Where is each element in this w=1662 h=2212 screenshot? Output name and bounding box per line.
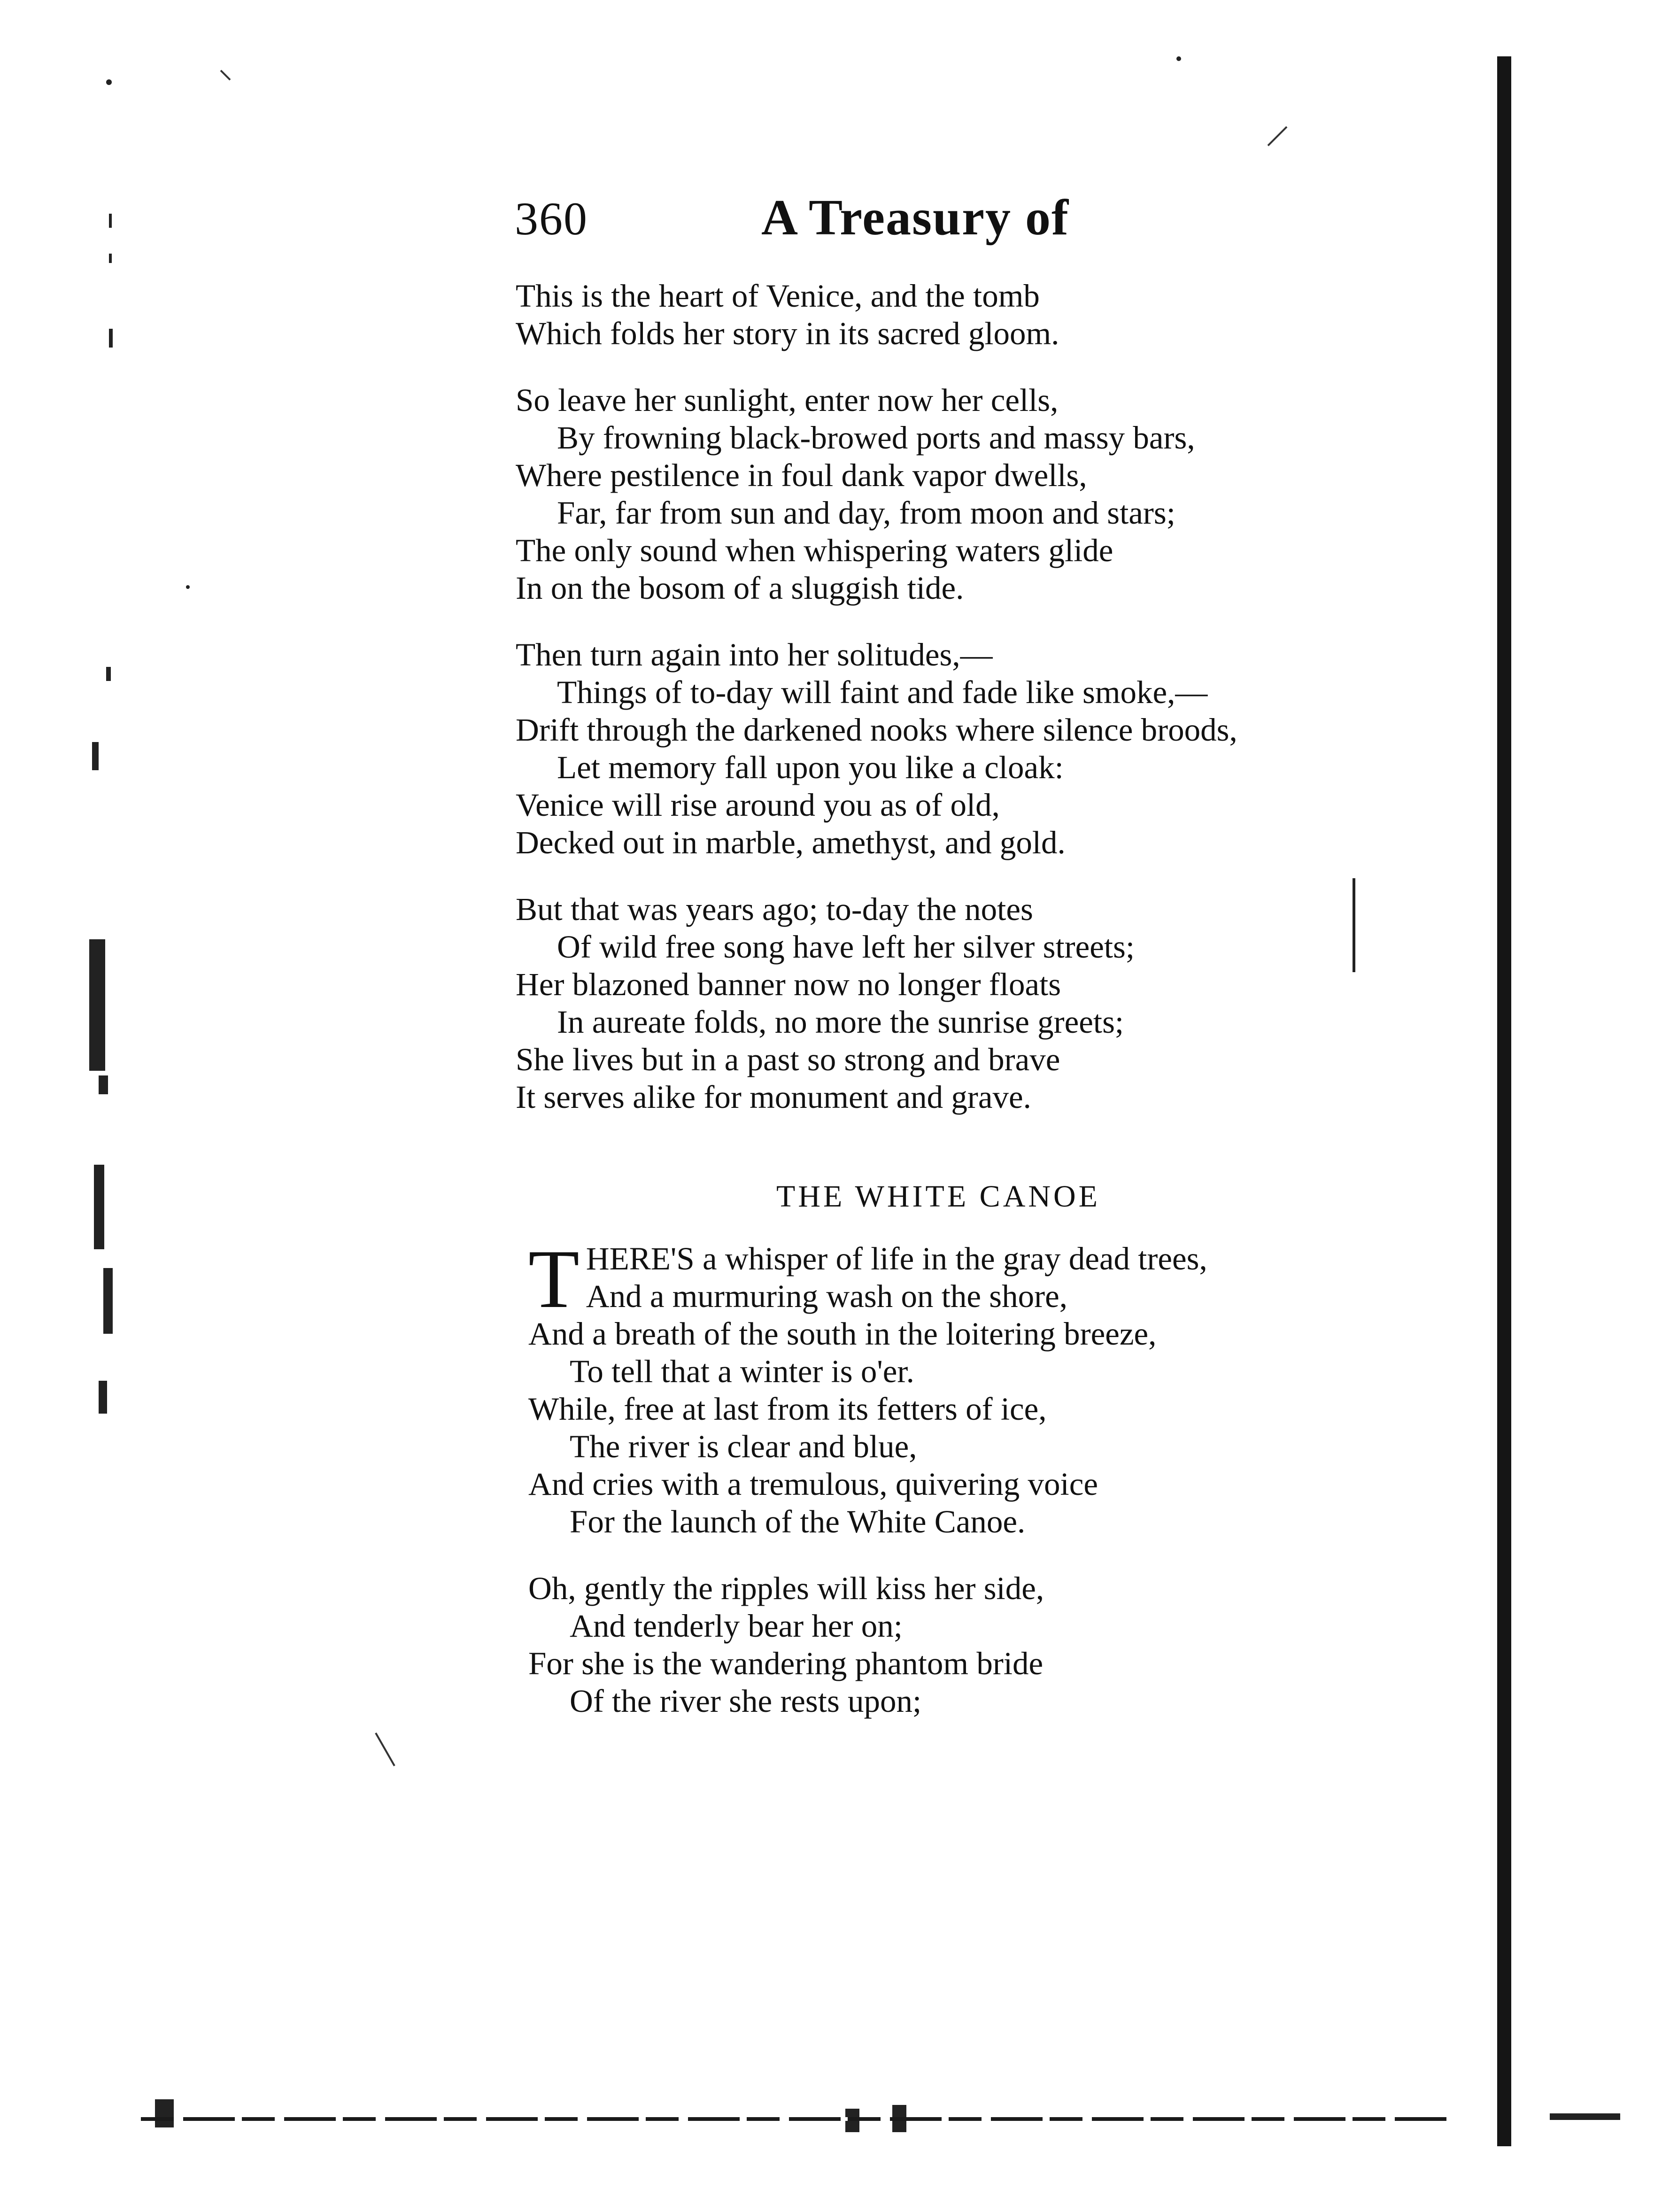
verse-line: Oh, gently the ripples will kiss her side,	[528, 1570, 1044, 1606]
verse-line: Let memory fall upon you like a cloak:	[557, 750, 1064, 785]
verse-line: The river is clear and blue,	[570, 1429, 917, 1464]
stanza	[528, 1232, 1444, 1540]
verse-line: And tenderly bear her on;	[570, 1608, 903, 1644]
verse-line: HERE'S a whisper of life in the gray dead trees,	[586, 1241, 1207, 1276]
stanza	[528, 1570, 1444, 1720]
verse-line: Then turn again into her solitudes,—	[516, 637, 993, 673]
stanza	[516, 381, 1408, 607]
stanza	[516, 636, 1408, 861]
verse-line: Venice will rise around you as of old,	[516, 787, 1000, 823]
verse-line: It serves alike for monument and grave.	[516, 1079, 1031, 1115]
verse-line: She lives but in a past so strong and brave	[516, 1042, 1060, 1077]
verse-line: For she is the wandering phantom bride	[528, 1646, 1044, 1681]
verse-line: Far, far from sun and day, from moon and stars;	[557, 495, 1175, 531]
verse-line: And a breath of the south in the loitering breeze,	[528, 1316, 1157, 1352]
verse-line: But that was years ago; to-day the notes	[516, 891, 1033, 927]
verse-line: While, free at last from its fetters of ice,	[528, 1391, 1047, 1427]
verse-line: Of wild free song have left her silver streets;	[557, 929, 1135, 965]
verse-line: So leave her sunlight, enter now her cells,	[516, 382, 1059, 418]
verse-line: Drift through the darkened nooks where silence broods,	[516, 712, 1237, 748]
verse-line: Things of to-day will faint and fade like smoke,—	[557, 674, 1208, 710]
stanza	[516, 277, 1408, 352]
verse-line: By frowning black-browed ports and massy bars,	[557, 420, 1195, 456]
verse-line: And a murmuring wash on the shore,	[586, 1278, 1067, 1314]
scan-edge-rule	[141, 2117, 1446, 2121]
poem-white-canoe	[528, 1232, 1444, 1749]
verse-line: For the launch of the White Canoe.	[570, 1504, 1026, 1539]
verse-line: Decked out in marble, amethyst, and gold.	[516, 825, 1066, 860]
verse-line: Which folds her story in its sacred gloom.	[516, 316, 1059, 351]
drop-cap: T	[528, 1232, 580, 1325]
stanza	[516, 890, 1408, 1116]
verse-line: Her blazoned banner now no longer floats	[516, 967, 1061, 1002]
verse-line: This is the heart of Venice, and the tomb	[516, 278, 1040, 314]
verse-line: The only sound when whispering waters glide	[516, 533, 1113, 568]
verse-line: And cries with a tremulous, quivering voice	[528, 1466, 1098, 1502]
verse-line: Where pestilence in foul dank vapor dwells,	[516, 457, 1087, 493]
poem-title: THE WHITE CANOE	[776, 1179, 1100, 1214]
verse-line: In on the bosom of a sluggish tide.	[516, 570, 964, 606]
verse-line: To tell that a winter is o'er.	[570, 1353, 914, 1389]
verse-line: In aureate folds, no more the sunrise greets;	[557, 1004, 1124, 1040]
binding-shadow	[1497, 56, 1511, 2146]
poem-continuation	[516, 277, 1408, 1145]
running-head	[515, 182, 1125, 248]
running-head-title: A Treasury of	[761, 190, 1070, 246]
page-number: 360	[515, 193, 588, 245]
verse-line: Of the river she rests upon;	[570, 1683, 922, 1719]
